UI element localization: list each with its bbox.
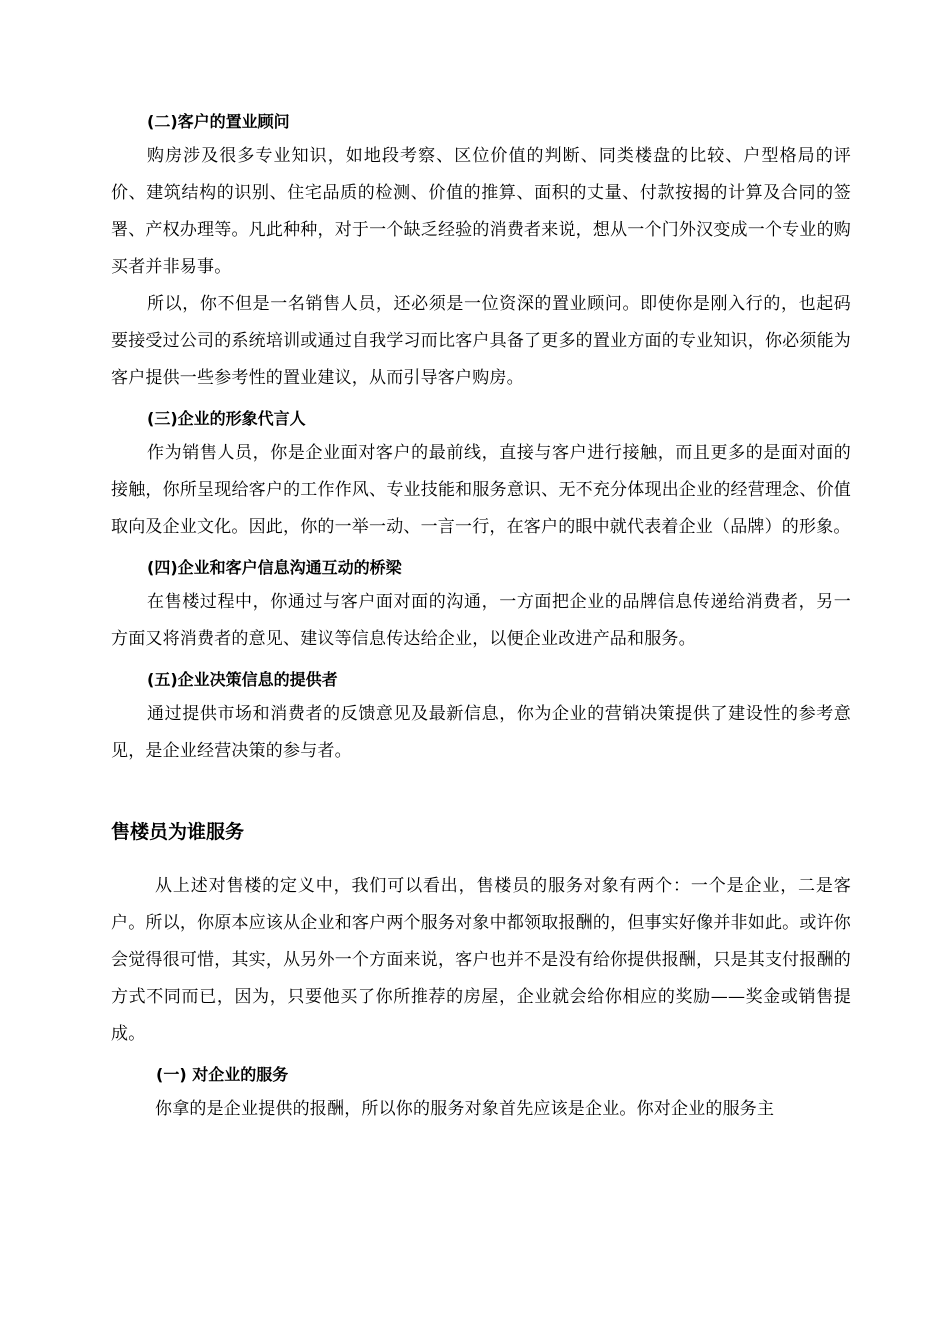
section-service-to-company — [111, 1063, 851, 1128]
section-heading: (一) 对企业的服务 — [156, 1065, 289, 1084]
chapter-title: 售楼员为谁服务 — [111, 821, 245, 843]
paragraph: 作为销售人员，你是企业面对客户的最前线，直接与客户进行接触，而且更多的是面对面的接触，你所呈现给客户的工作作风、专业技能和服务意识、无不充分体现出企业的经营理念、价值取向及企业文化。因此，你的一举一动、一言一行，在客户的眼中就代表着企业（品牌）的形象。 — [111, 443, 851, 537]
section-property-consultant — [111, 110, 851, 397]
section-heading: (四)企业和客户信息沟通互动的桥梁 — [147, 558, 402, 577]
section-communication-bridge — [111, 556, 851, 658]
section-heading: (五)企业决策信息的提供者 — [147, 670, 338, 689]
paragraph: 购房涉及很多专业知识，如地段考察、区位价值的判断、同类楼盘的比较、户型格局的评价、建筑结构的识别、住宅品质的检测、价值的推算、面积的丈量、付款按揭的计算及合同的签署、产权办理等。凡此种种，对于一个缺乏经验的消费者来说，想从一个门外汉变成一个专业的购买者并非易事。 — [111, 146, 851, 277]
paragraph: 你拿的是企业提供的报酬，所以你的服务对象首先应该是企业。你对企业的服务主 — [155, 1099, 775, 1119]
section-heading: (三)企业的形象代言人 — [147, 409, 306, 428]
section-brand-spokesperson — [111, 407, 851, 546]
paragraph: 在售楼过程中，你通过与客户面对面的沟通，一方面把企业的品牌信息传递给消费者，另一方面又将消费者的意见、建议等信息传达给企业，以便企业改进产品和服务。 — [111, 592, 851, 649]
intro-paragraph: 从上述对售楼的定义中，我们可以看出，售楼员的服务对象有两个：一个是企业，二是客户。所以，你原本应该从企业和客户两个服务对象中都领取报酬的，但事实好像并非如此。或许你会觉得很可惜，其实，从另外一个方面来说，客户也并不是没有给你提供报酬，只是其支付报酬的方式不同而已，因为，只要他买了你所推荐的房屋，企业就会给你相应的奖励——奖金或销售提成。 — [111, 876, 851, 1044]
section-heading: (二)客户的置业顾问 — [147, 112, 290, 131]
paragraph: 所以，你不但是一名销售人员，还必须是一位资深的置业顾问。即使你是刚入行的，也起码要接受过公司的系统培训或通过自我学习而比客户具备了更多的置业方面的专业知识，你必须能为客户提供一些参考性的置业建议，从而引导客户购房。 — [111, 294, 851, 388]
paragraph: 通过提供市场和消费者的反馈意见及最新信息，你为企业的营销决策提供了建设性的参考意见，是企业经营决策的参与者。 — [111, 704, 851, 761]
document-body — [111, 110, 851, 1138]
section-decision-provider — [111, 668, 851, 770]
